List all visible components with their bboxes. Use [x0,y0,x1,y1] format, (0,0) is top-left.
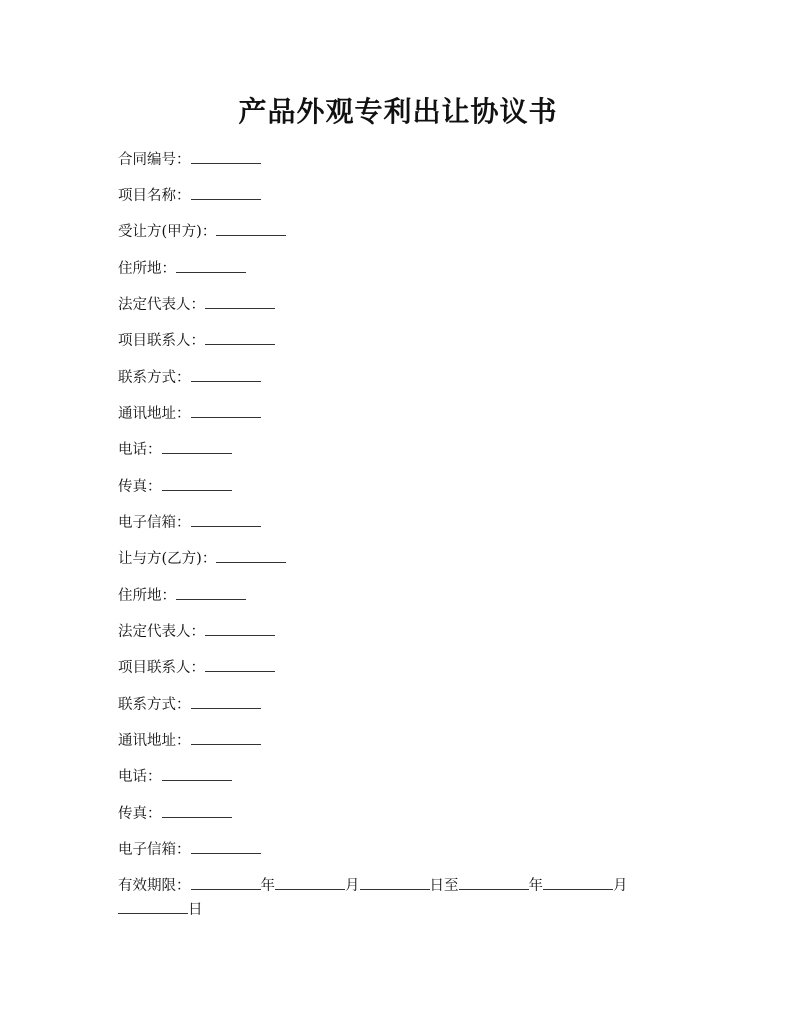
field-label: 联系方式： [118,697,191,713]
field-label: 通讯地址： [118,733,191,749]
fill-in-blank[interactable] [162,804,232,818]
field-project-name [118,186,261,206]
field-fax-a [118,477,232,497]
field-label: 传真： [118,806,162,822]
field-label: 电话： [118,442,162,458]
date-unit: 月 [345,878,360,894]
fill-in-blank[interactable] [360,876,430,890]
field-label: 合同编号： [118,152,191,168]
field-label: 法定代表人： [118,297,205,313]
date-unit: 月 [613,878,628,894]
field-legal-rep-a [118,295,275,315]
field-mailing-address-b [118,731,261,751]
fill-in-blank[interactable] [216,222,286,236]
date-unit: 年 [260,878,275,894]
field-email-b [118,840,261,860]
fill-in-blank[interactable] [176,259,246,273]
fill-in-blank[interactable] [191,368,261,382]
fill-in-blank[interactable] [162,477,232,491]
fill-in-blank[interactable] [191,695,261,709]
date-unit: 日至 [429,878,459,894]
fill-in-blank[interactable] [191,513,261,527]
field-label: 传真： [118,479,162,495]
fill-in-blank[interactable] [205,331,275,345]
field-email-a [118,513,261,533]
fill-in-blank[interactable] [162,767,232,781]
fill-in-blank[interactable] [275,876,345,890]
field-label: 电话： [118,769,162,785]
field-label: 有效期限： [118,878,191,894]
field-label: 联系方式： [118,370,191,386]
field-transferor [118,549,286,569]
field-label: 通讯地址： [118,406,191,422]
field-domicile-a [118,259,246,279]
field-label: 项目联系人： [118,333,205,349]
date-unit: 年 [528,878,543,894]
field-contact-method-a [118,368,261,388]
field-label: 法定代表人： [118,624,205,640]
fill-in-blank[interactable] [162,440,232,454]
field-label: 住所地： [118,588,176,604]
document-title: 产品外观专利出让协议书 [238,95,558,128]
fill-in-blank[interactable] [191,186,261,200]
field-label: 电子信箱： [118,842,191,858]
fill-in-blank[interactable] [459,876,529,890]
fill-in-blank[interactable] [205,658,275,672]
field-contract-number [118,150,261,170]
fill-in-blank[interactable] [118,900,188,914]
field-label: 项目名称： [118,188,191,204]
field-transferee [118,222,286,242]
field-project-contact-a [118,331,275,351]
fill-in-blank[interactable] [205,295,275,309]
fill-in-blank[interactable] [191,876,261,890]
field-project-contact-b [118,658,275,678]
date-unit: 日 [188,902,203,918]
field-domicile-b [118,586,246,606]
field-fax-b [118,804,232,824]
field-legal-rep-b [118,622,275,642]
field-label: 电子信箱： [118,515,191,531]
field-phone-a [118,440,232,460]
fill-in-blank[interactable] [191,150,261,164]
fill-in-blank[interactable] [216,549,286,563]
field-label: 住所地： [118,261,176,277]
fill-in-blank[interactable] [205,622,275,636]
field-validity-period [118,876,628,896]
field-label: 项目联系人： [118,660,205,676]
field-label: 让与方(乙方)： [118,551,217,567]
fill-in-blank[interactable] [176,586,246,600]
field-mailing-address-a [118,404,261,424]
field-phone-b [118,767,232,787]
fill-in-blank[interactable] [191,840,261,854]
field-label: 受让方(甲方)： [118,224,217,240]
fill-in-blank[interactable] [543,876,613,890]
fill-in-blank[interactable] [191,404,261,418]
field-validity-period-cont [118,900,203,920]
fill-in-blank[interactable] [191,731,261,745]
field-contact-method-b [118,695,261,715]
